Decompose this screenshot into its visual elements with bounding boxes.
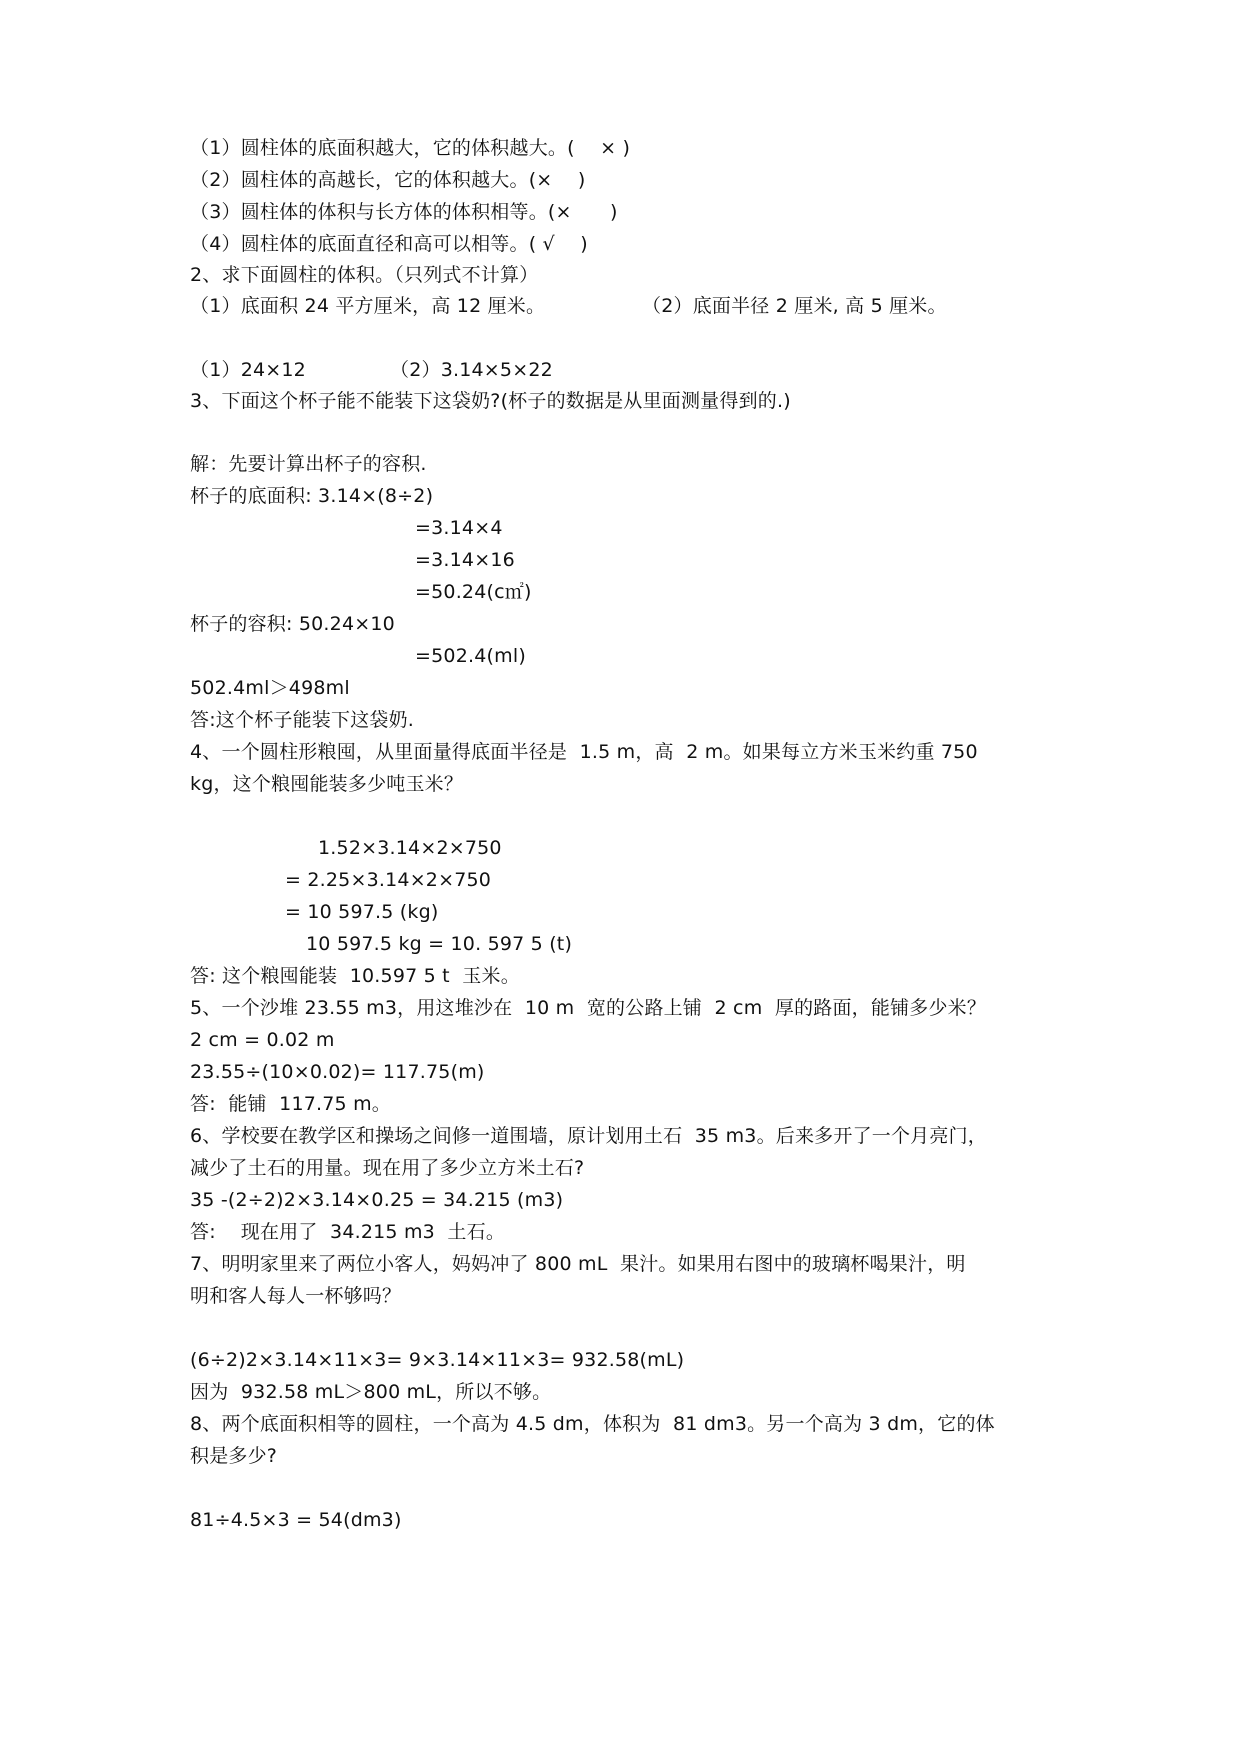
answer-7-line-1: (6÷2)2×3.14×11×3= 9×3.14×11×3= 932.58(mL) bbox=[190, 1349, 685, 1371]
answer-6-conclusion: 答: 现在用了 34.215 m3 土石。 bbox=[190, 1221, 506, 1243]
statement-4: （4）圆柱体的底面直径和高可以相等。( √ ) bbox=[190, 233, 588, 255]
question-4-line-2: kg，这个粮囤能装多少吨玉米？ bbox=[190, 773, 464, 795]
question-8-line-1: 8、两个底面积相等的圆柱，一个高为 4.5 dm，体积为 81 dm3。另一个高为 3 dm，它的体 bbox=[190, 1413, 995, 1435]
answer-4-line-4: 10 597.5 kg = 10. 597 5 (t) bbox=[306, 933, 573, 955]
answer-4-line-3: = 10 597.5 (kg) bbox=[285, 901, 439, 923]
answer-5-line-2: 23.55÷(10×0.02)= 117.75(m) bbox=[190, 1061, 485, 1083]
answer-3-line-6: =502.4(ml) bbox=[415, 645, 526, 667]
answer-5-conclusion: 答: 能铺 117.75 m。 bbox=[190, 1093, 391, 1115]
answer-3-line-5: 杯子的容积: 50.24×10 bbox=[190, 613, 395, 635]
answer-2-part-1: （1）24×12 bbox=[190, 359, 306, 381]
answer-3-line-3: =3.14×16 bbox=[415, 549, 515, 571]
question-6-line-1: 6、学校要在教学区和操场之间修一道围墙，原计划用土石 35 m3。后来多开了一个月亮门， bbox=[190, 1125, 987, 1147]
answer-2-part-2: （2）3.14×5×22 bbox=[390, 359, 553, 381]
question-7-line-2: 明和客人每人一杯够吗？ bbox=[190, 1285, 402, 1307]
answer-3-line-7: 502.4ml＞498ml bbox=[190, 677, 350, 699]
statement-2: （2）圆柱体的高越长，它的体积越大。(× ) bbox=[190, 169, 586, 191]
answer-4-conclusion: 答: 这个粮囤能装 10.597 5 t 玉米。 bbox=[190, 965, 520, 987]
answer-5-line-1: 2 cm = 0.02 m bbox=[190, 1029, 335, 1051]
answer-3-intro: 解：先要计算出杯子的容积. bbox=[190, 453, 427, 475]
question-6-line-2: 减少了土石的用量。现在用了多少立方米土石? bbox=[190, 1157, 585, 1179]
answer-4-line-1: 1.52×3.14×2×750 bbox=[318, 837, 502, 859]
question-7-line-1: 7、明明家里来了两位小客人，妈妈冲了 800 mL 果汁。如果用右图中的玻璃杯喝果汁，明 bbox=[190, 1253, 966, 1275]
answer-3-line-2: =3.14×4 bbox=[415, 517, 503, 539]
statement-1: （1）圆柱体的底面积越大，它的体积越大。( × ) bbox=[190, 137, 631, 159]
answer-6-line-1: 35 -(2÷2)2×3.14×0.25 = 34.215 (m3) bbox=[190, 1189, 564, 1211]
question-5: 5、一个沙堆 23.55 m3，用这堆沙在 10 m 宽的公路上铺 2 cm 厚的路面，能铺多少米？ bbox=[190, 997, 987, 1019]
answer-8-line-1: 81÷4.5×3 = 54(dm3) bbox=[190, 1509, 402, 1531]
statement-3: （3）圆柱体的体积与长方体的体积相等。(× ) bbox=[190, 201, 618, 223]
question-3-title: 3、下面这个杯子能不能装下这袋奶?(杯子的数据是从里面测量得到的.) bbox=[190, 390, 791, 412]
answer-3-line-4: =50.24(c㎡) bbox=[415, 581, 532, 603]
answer-7-conclusion: 因为 932.58 mL＞800 mL，所以不够。 bbox=[190, 1381, 552, 1403]
answer-3-line-1: 杯子的底面积: 3.14×(8÷2) bbox=[190, 485, 434, 507]
answer-4-line-2: = 2.25×3.14×2×750 bbox=[285, 869, 492, 891]
question-8-line-2: 积是多少? bbox=[190, 1445, 278, 1467]
question-4-line-1: 4、一个圆柱形粮囤，从里面量得底面半径是 1.5 m，高 2 m。如果每立方米玉米约重 750 bbox=[190, 741, 978, 763]
question-2-part-2: （2）底面半径 2 厘米, 高 5 厘米。 bbox=[642, 295, 947, 317]
answer-3-conclusion: 答:这个杯子能装下这袋奶. bbox=[190, 709, 415, 731]
question-2-title: 2、求下面圆柱的体积。（只列式不计算） bbox=[190, 264, 539, 286]
question-2-part-1: （1）底面积 24 平方厘米，高 12 厘米。 bbox=[190, 295, 546, 317]
